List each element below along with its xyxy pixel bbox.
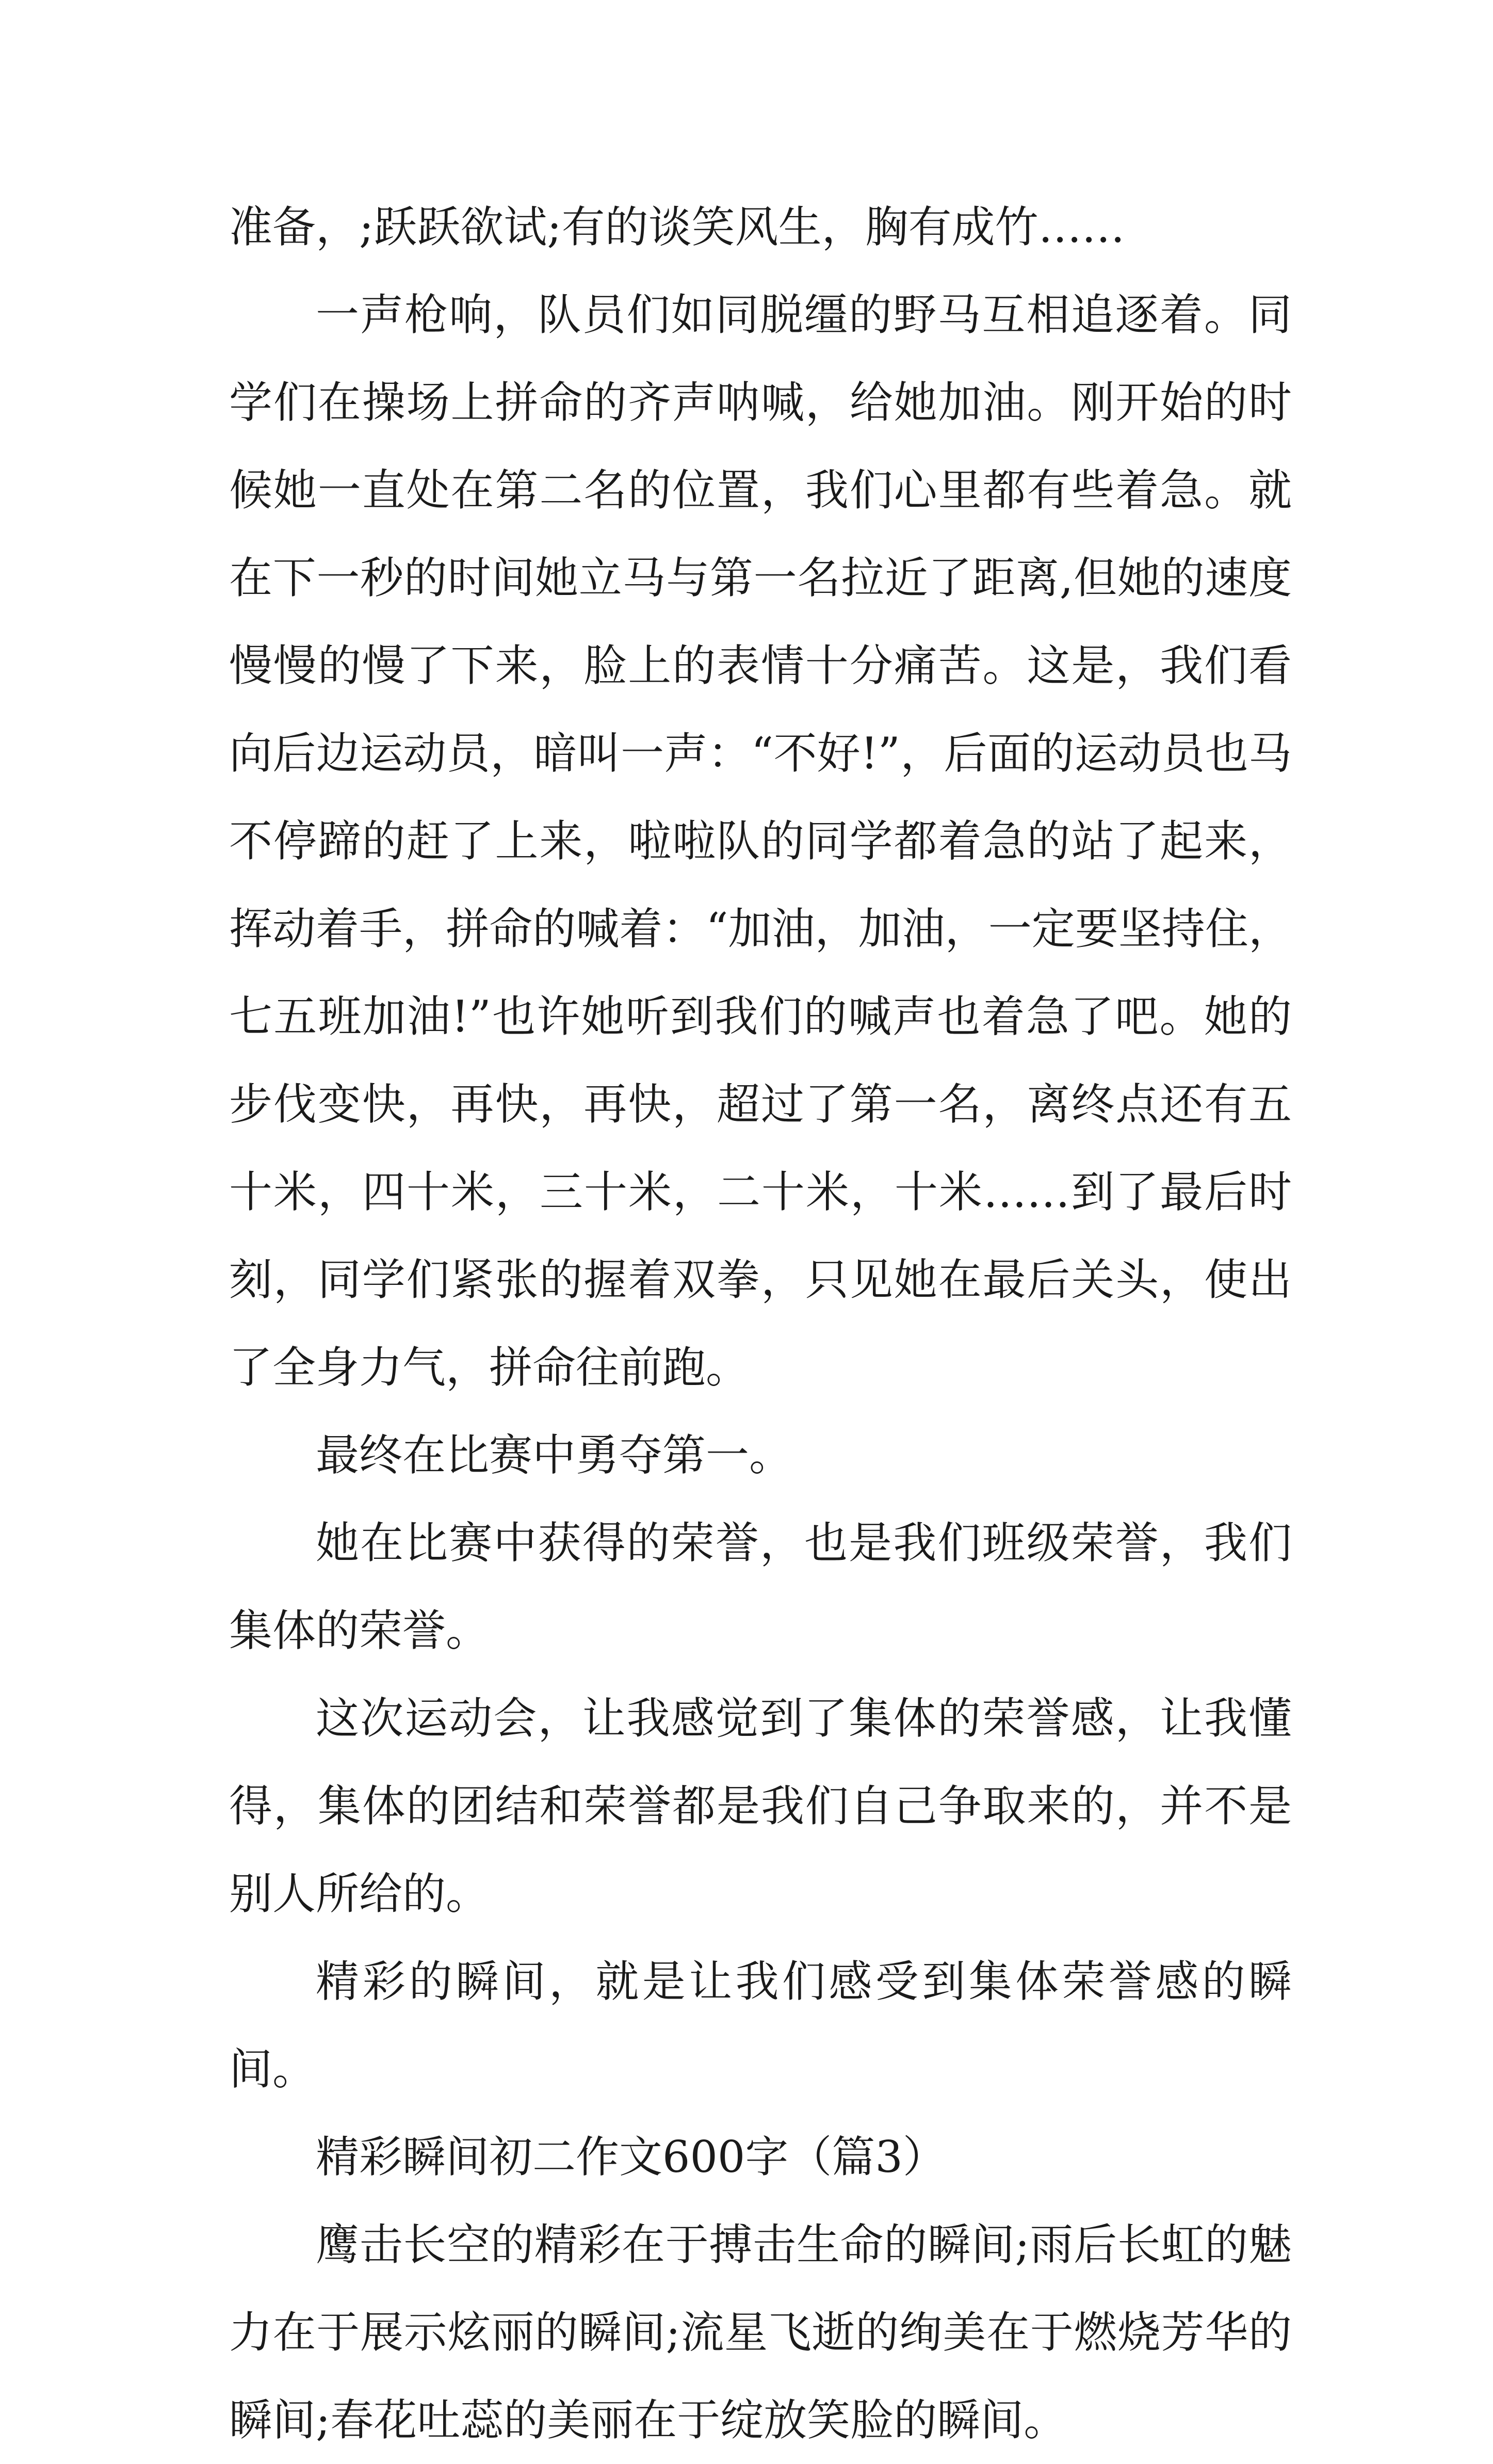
paragraph-continuation: 准备，;跃跃欲试;有的谈笑风生，胸有成竹…… bbox=[229, 202, 1125, 252]
paragraph-reflection: 这次运动会，让我感觉到了集体的荣誉感，让我懂得，集体的团结和荣誉都是我们自己争取来的，并不是别人所给的。 bbox=[229, 1693, 1292, 1919]
paragraph-result: 最终在比赛中勇夺第一。 bbox=[316, 1430, 793, 1480]
paragraph-honor: 她在比赛中获得的荣誉，也是我们班级荣誉，我们集体的荣誉。 bbox=[229, 1518, 1292, 1656]
section-heading: 精彩瞬间初二作文600字（篇3） bbox=[316, 2132, 946, 2182]
document-body bbox=[229, 183, 1292, 2464]
paragraph-race: 一声枪响，队员们如同脱缰的野马互相追逐着。同学们在操场上拼命的齐声呐喊，给她加油。刚开始的时候她一直处在第二名的位置，我们心里都有些着急。就在下一秒的时间她立马与第一名拉近了距离,但她的速度慢慢的慢了下来，脸上的表情十分痛苦。这是，我们看向后边运动员，暗叫一声：“不好!”，后面的运动员也马不停蹄的赶了上来，啦啦队的同学都着急的站了起来，挥动着手，拼命的喊着：“加油，加油，一定要坚持住，七五班加油!”也许她听到我们的喊声也着急了吧。她的步伐变快，再快，再快，超过了第一名，离终点还有五十米，四十米，三十米，二十米，十米……到了最后时刻，同学们紧张的握着双拳，只见她在最后关头，使出了全身力气，拼命往前跑。 bbox=[229, 289, 1292, 1393]
paragraph-essay3-intro: 鹰击长空的精彩在于搏击生命的瞬间;雨后长虹的魅力在于展示炫丽的瞬间;流星飞逝的绚美在于燃烧芳华的瞬间;春花吐蕊的美丽在于绽放笑脸的瞬间。 bbox=[229, 2219, 1292, 2445]
paragraph-conclusion: 精彩的瞬间，就是让我们感受到集体荣誉感的瞬间。 bbox=[229, 1956, 1292, 2095]
